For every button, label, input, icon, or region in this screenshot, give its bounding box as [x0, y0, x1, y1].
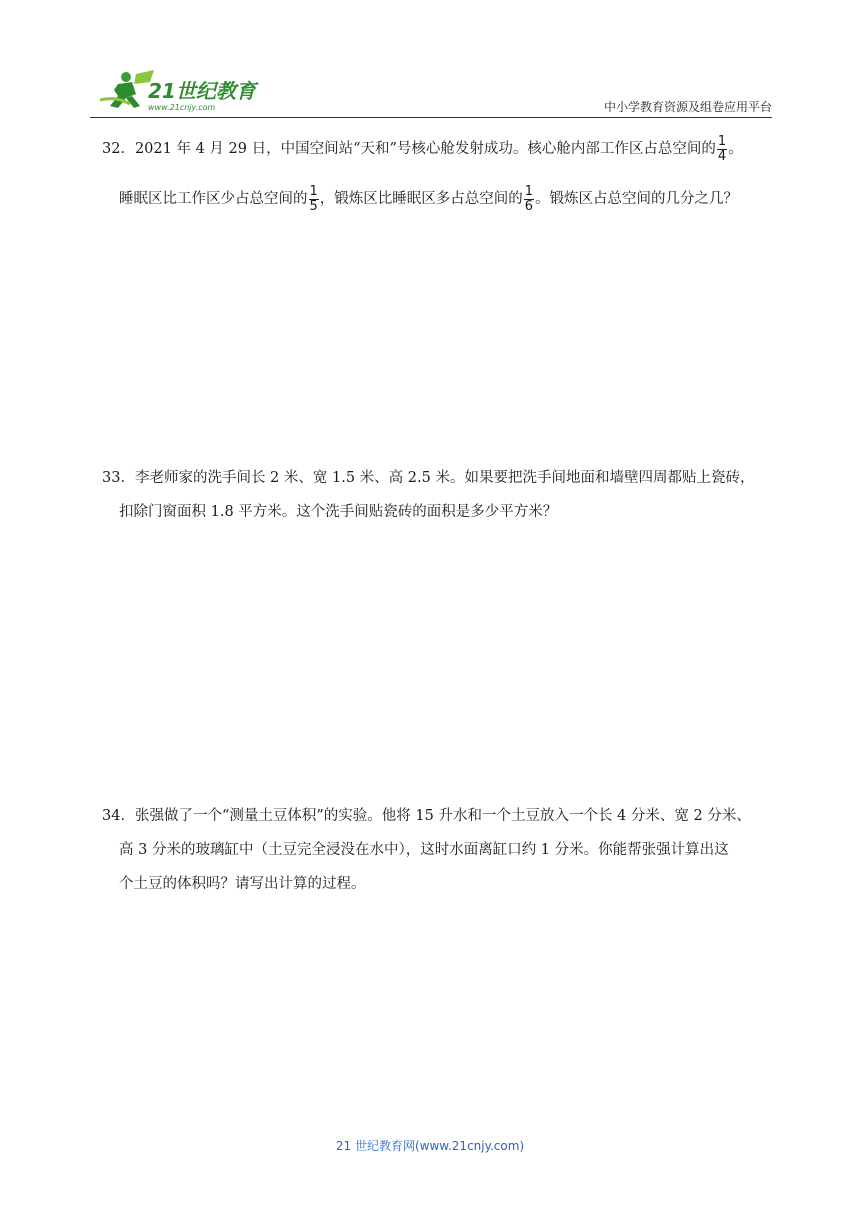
runner-logo-icon	[96, 68, 266, 116]
fraction-denominator: 6	[524, 198, 534, 214]
q32-text-5: 。锻炼区占总空间的几分之几？	[535, 191, 739, 207]
q33-line-2: 扣除门窗面积 1.8 平方米。这个洗手间贴瓷砖的面积是多少平方米？	[119, 504, 558, 520]
q32-text-2: 。	[728, 141, 743, 157]
fraction-denominator: 4	[717, 148, 727, 164]
q32-line-2	[102, 182, 772, 216]
fraction-numerator: 1	[717, 133, 727, 149]
fraction-one-fifth	[309, 185, 319, 214]
site-logo	[96, 68, 266, 116]
q34-line-2: 高 3 分米的玻璃缸中（土豆完全浸没在水中），这时水面离缸口约 1 分米。你能帮张强计算出这	[119, 842, 729, 858]
q32-text-4: ，锻炼区比睡眠区多占总空间的	[319, 191, 523, 207]
fraction-denominator: 5	[309, 198, 318, 214]
q32-text-3: 睡眠区比工作区少占总空间的	[119, 191, 308, 207]
header-divider	[90, 117, 772, 118]
q32-line-1	[102, 132, 772, 166]
q34-line-1: 34．张强做了一个“测量土豆体积”的实验。他将 15 升水和一个土豆放入一个长 4 分米、宽 2 分米、	[102, 808, 751, 824]
logo-url: www.21cnjy.com	[148, 103, 216, 112]
q32-text-1: 32．2021 年 4 月 29 日，中国空间站“天和”号核心舱发射成功。核心舱内部工作区占总空间的	[102, 141, 716, 157]
fraction-numerator: 1	[524, 183, 534, 199]
fraction-one-sixth	[524, 185, 534, 214]
question-34	[102, 799, 772, 901]
footer-site-link[interactable]: 21 世纪教育网(www.21cnjy.com)	[335, 1139, 525, 1153]
logo-text: 21世纪教育	[148, 79, 256, 103]
fraction-numerator: 1	[309, 183, 318, 199]
fraction-one-quarter	[717, 135, 727, 164]
header-platform-text: 中小学教育资源及组卷应用平台	[603, 100, 772, 114]
q33-line-1: 33．李老师家的洗手间长 2 米、宽 1.5 米、高 2.5 米。如果要把洗手间地面和墙壁四周都贴上瓷砖，	[102, 470, 755, 486]
question-32	[102, 132, 772, 216]
question-33	[102, 461, 772, 529]
q34-line-3: 个土豆的体积吗？请写出计算的过程。	[119, 876, 366, 892]
